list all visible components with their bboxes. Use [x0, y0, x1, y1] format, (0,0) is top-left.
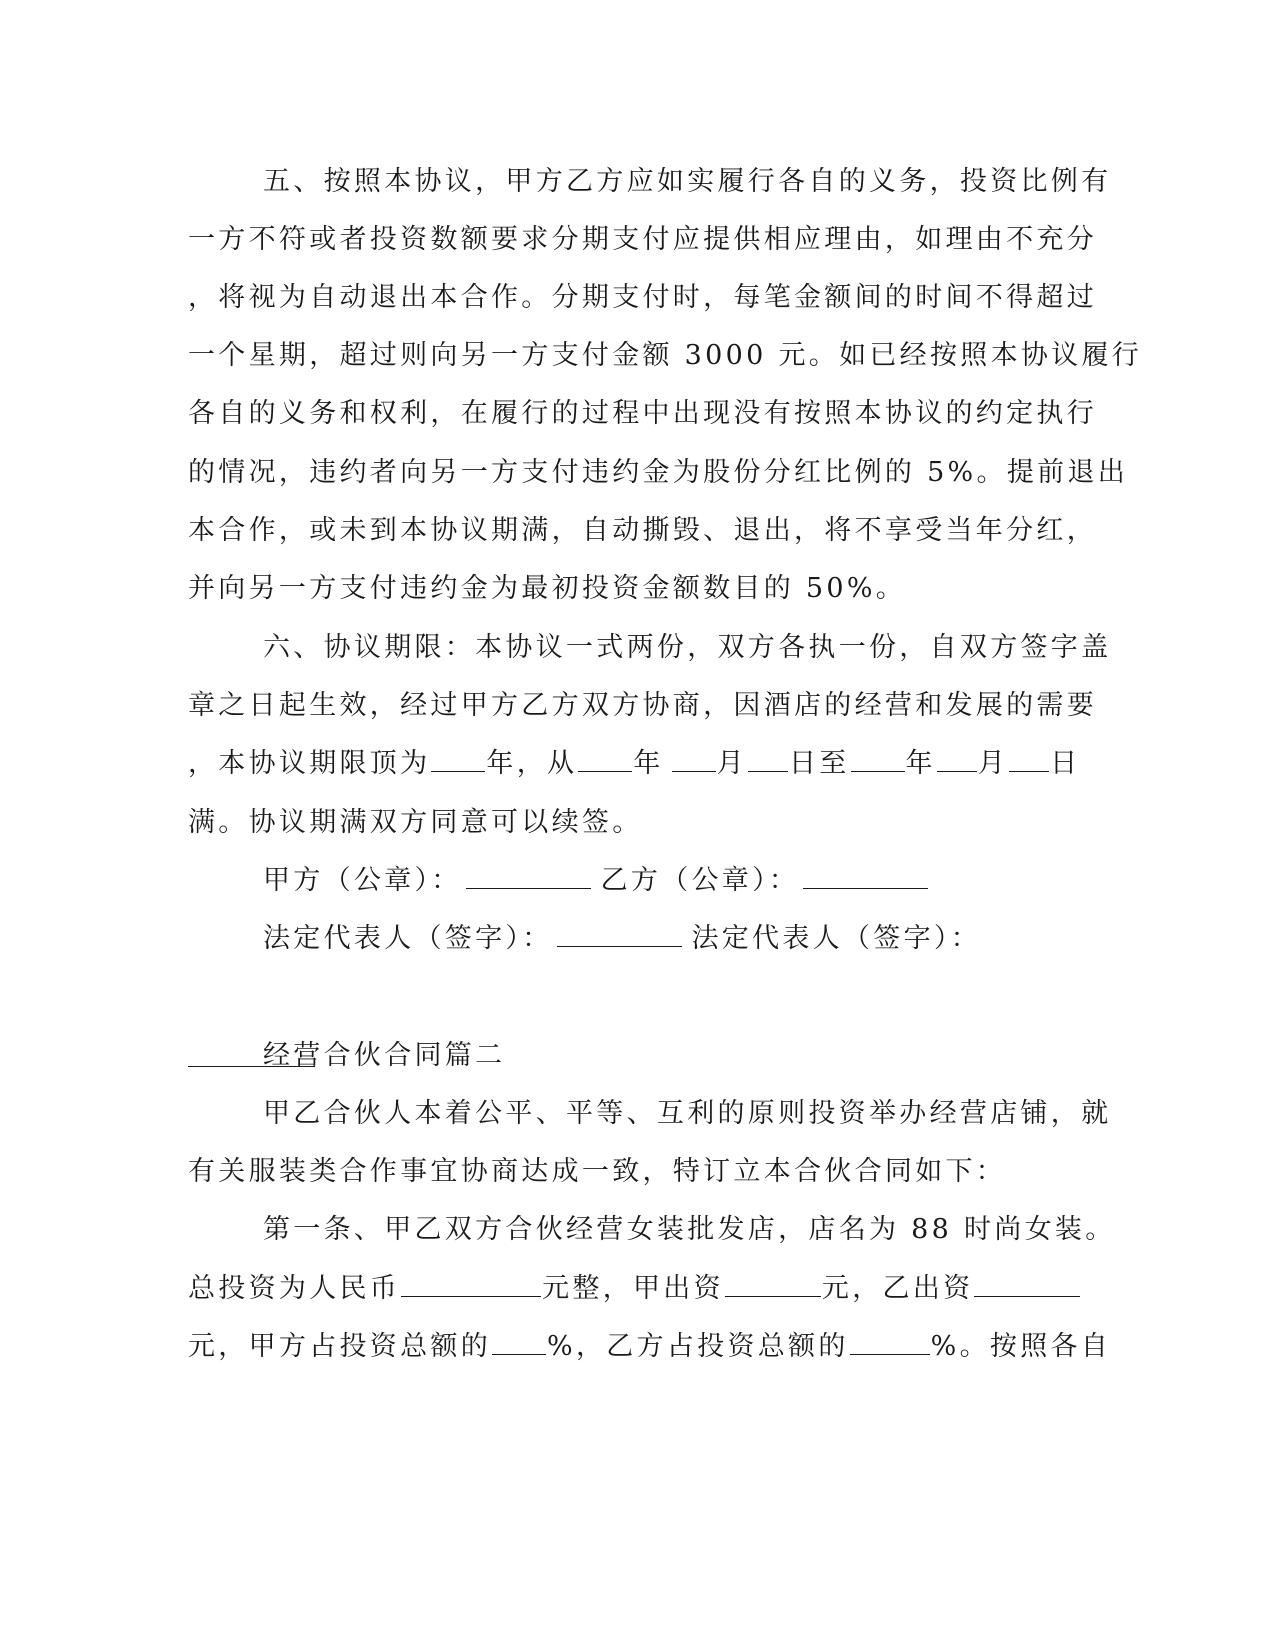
party-a-rep-label: 法定代表人（签字）： — [263, 923, 553, 954]
text-line: 第一条、甲乙双方合伙经营女装批发店，店名为 88 时尚女装。 — [263, 1214, 1116, 1245]
text-line: 五、按照本协议，甲方乙方应如实履行各自的义务，投资比例有 — [263, 166, 1112, 197]
blank-field — [557, 922, 682, 947]
text-line: ，将视为自动退出本合作。分期支付时，每笔金额间的时间不得超过 — [188, 282, 1097, 313]
invest-text: 总投资为人民币 — [188, 1273, 401, 1304]
party-a-seal-label: 甲方（公章）： — [263, 865, 462, 896]
party-b-rep-label: 法定代表人（签字）： — [691, 923, 981, 954]
blank-field — [850, 1330, 930, 1355]
term-text: 年 — [633, 748, 664, 779]
blank-field — [803, 864, 928, 889]
blank-field — [466, 864, 591, 889]
term-text: 月 — [716, 748, 747, 779]
blank-field — [492, 1330, 546, 1355]
text-line: 一方不符或者投资数额要求分期支付应提供相应理由，如理由不充分 — [188, 224, 1097, 255]
invest-text: 元整，甲出资 — [542, 1273, 724, 1304]
term-text: ，本协议期限顶为 — [188, 748, 431, 779]
blank-field — [672, 747, 716, 772]
invest-text: 元，乙出资 — [821, 1273, 974, 1304]
term-text: 月 — [977, 748, 1009, 779]
text-line: 的情况，违约者向另一方支付违约金为股份分红比例的 5%。提前退出 — [188, 457, 1129, 488]
text-line: 甲乙合伙人本着公平、平等、互利的原则投资举办经营店铺，就 — [263, 1098, 1112, 1129]
term-text: 日 — [1050, 748, 1081, 779]
invest-text: %，乙方占投资总额的 — [547, 1331, 849, 1362]
term-text: 年，从 — [486, 748, 578, 779]
term-text: 日至 — [788, 748, 850, 779]
term-line — [188, 746, 1088, 782]
text-line: 六、协议期限：本协议一式两份，双方各执一份，自双方签字盖 — [263, 632, 1112, 663]
invest-line — [188, 1329, 1112, 1365]
text-line: 章之日起生效，经过甲方乙方双方协商，因酒店的经营和发展的需要 — [188, 690, 1097, 721]
blank-field — [725, 1272, 821, 1297]
blank-field — [937, 747, 977, 772]
text-line: 并向另一方支付违约金为最初投资金额数目的 50%。 — [188, 573, 907, 604]
blank-field — [974, 1272, 1080, 1297]
section-title: 经营合伙合同篇二 — [263, 1040, 506, 1071]
invest-line — [188, 1271, 1088, 1307]
text-line: 本合作，或未到本协议期满，自动撕毁、退出，将不享受当年分红， — [188, 515, 1097, 546]
blank-field — [748, 747, 788, 772]
text-line: 各自的义务和权利，在履行的过程中出现没有按照本协议的约定执行 — [188, 398, 1097, 429]
blank-field — [1009, 747, 1049, 772]
blank-field — [431, 747, 485, 772]
party-b-seal-label: 乙方（公章）： — [600, 865, 800, 896]
signature-line — [263, 863, 1163, 899]
text-line: 一个星期，超过则向另一方支付金额 3000 元。如已经按照本协议履行 — [188, 340, 1143, 371]
invest-text: 元，甲方占投资总额的 — [188, 1331, 491, 1362]
invest-text: %。按照各自 — [930, 1331, 1112, 1362]
signature-line — [263, 921, 1163, 957]
term-text: 年 — [905, 748, 936, 779]
blank-field — [401, 1272, 541, 1297]
blank-field — [851, 747, 905, 772]
text-line: 满。协议期满双方同意可以续签。 — [188, 807, 643, 838]
text-line: 有关服装类合作事宜协商达成一致，特订立本合伙合同如下： — [188, 1156, 1007, 1187]
blank-field — [578, 747, 632, 772]
